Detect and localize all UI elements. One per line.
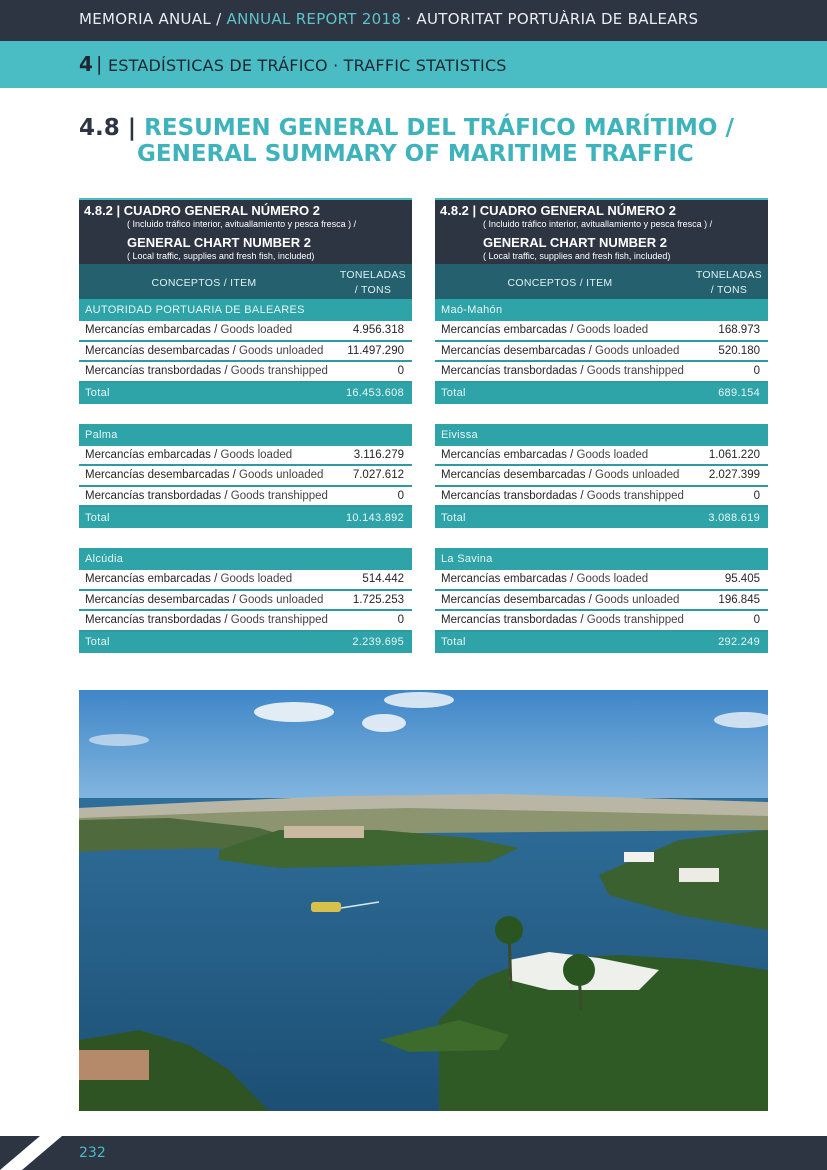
total-value: 3.088.619 bbox=[708, 511, 760, 524]
column-header-item: CONCEPTOS / ITEM bbox=[507, 277, 613, 289]
page-title bbox=[79, 115, 779, 167]
row-label bbox=[441, 573, 648, 585]
row-label-en: Goods unloaded bbox=[239, 344, 324, 357]
table-heading-en: GENERAL CHART NUMBER 2 bbox=[483, 235, 667, 250]
column-header-tons-es: TONELADAS bbox=[339, 269, 406, 281]
column-header-tons bbox=[696, 268, 762, 298]
row-label-es: Mercancías transbordadas / bbox=[85, 365, 231, 378]
row-value: 1.725.253 bbox=[352, 593, 404, 606]
title-number: 4.8 | bbox=[79, 115, 145, 141]
column-header-item: CONCEPTOS / ITEM bbox=[151, 277, 257, 289]
row-label bbox=[441, 614, 684, 626]
table-row bbox=[79, 591, 412, 612]
section-bar bbox=[0, 41, 827, 88]
port-group-header: La Savina bbox=[435, 548, 768, 570]
row-label-en: Goods transhipped bbox=[230, 614, 328, 627]
harbour-photo bbox=[79, 690, 768, 1111]
row-label-es: Mercancías embarcadas / bbox=[85, 324, 221, 337]
group-spacer bbox=[435, 528, 768, 548]
row-label-en: Goods unloaded bbox=[239, 469, 324, 482]
row-label bbox=[441, 469, 679, 481]
row-label bbox=[85, 449, 292, 461]
row-label-en: Goods unloaded bbox=[595, 469, 680, 482]
row-label bbox=[85, 345, 323, 357]
table-row bbox=[435, 466, 768, 487]
title-line-2: GENERAL SUMMARY OF MARITIME TRAFFIC bbox=[137, 141, 694, 167]
row-label-es: Mercancías embarcadas / bbox=[441, 448, 577, 461]
total-value: 16.453.608 bbox=[345, 387, 404, 399]
row-label bbox=[441, 594, 679, 606]
column-header-tons-en: / TONS bbox=[710, 284, 748, 296]
table-row bbox=[435, 591, 768, 612]
table-subheading-es: ( Incluido tráfico interior, avituallamiento y pesca fresca ) / bbox=[127, 219, 357, 229]
row-label bbox=[85, 594, 323, 606]
total-row bbox=[79, 507, 412, 528]
total-row bbox=[79, 632, 412, 653]
total-row bbox=[79, 383, 412, 404]
row-label-en: Goods loaded bbox=[576, 324, 649, 337]
row-label-es: Mercancías desembarcadas / bbox=[85, 469, 240, 482]
total-label: Total bbox=[85, 387, 110, 399]
row-label-es: Mercancías transbordadas / bbox=[441, 614, 587, 627]
table-row bbox=[79, 446, 412, 467]
total-label: Total bbox=[85, 636, 110, 648]
row-label-es: Mercancías embarcadas / bbox=[85, 448, 221, 461]
row-label-es: Mercancías transbordadas / bbox=[441, 365, 587, 378]
title-line-1: RESUMEN GENERAL DEL TRÁFICO MARÍTIMO / bbox=[144, 115, 734, 141]
header-sep: / bbox=[211, 10, 227, 28]
header-annual-report: ANNUAL REPORT 2018 bbox=[226, 10, 402, 28]
port-group-header: Eivissa bbox=[435, 424, 768, 446]
column-header-tons-es: TONELADAS bbox=[695, 269, 762, 281]
table-row bbox=[79, 342, 412, 363]
row-value: 4.956.318 bbox=[352, 324, 404, 337]
section-pipe: | bbox=[96, 53, 103, 75]
table-row bbox=[79, 362, 412, 383]
row-label-es: Mercancías embarcadas / bbox=[441, 324, 577, 337]
section-number: 4 bbox=[79, 52, 93, 76]
row-label-en: Goods transhipped bbox=[586, 614, 684, 627]
port-group-header: Palma bbox=[79, 424, 412, 446]
column-headers bbox=[435, 264, 768, 299]
row-value: 1.061.220 bbox=[708, 448, 760, 461]
column-header-tons bbox=[340, 268, 406, 298]
row-value: 514.442 bbox=[362, 573, 404, 586]
row-label-en: Goods transhipped bbox=[230, 489, 328, 502]
row-label-es: Mercancías desembarcadas / bbox=[441, 469, 596, 482]
row-value: 11.497.290 bbox=[347, 344, 404, 357]
table-heading-en: GENERAL CHART NUMBER 2 bbox=[127, 235, 311, 250]
table-row bbox=[435, 570, 768, 591]
total-value: 10.143.892 bbox=[345, 511, 404, 524]
row-value: 520.180 bbox=[718, 344, 760, 357]
row-value: 0 bbox=[397, 614, 404, 627]
row-label-es: Mercancías transbordadas / bbox=[85, 489, 231, 502]
row-value: 168.973 bbox=[718, 324, 760, 337]
table-heading-es: 4.8.2 | CUADRO GENERAL NÚMERO 2 bbox=[84, 203, 320, 218]
table-row bbox=[79, 570, 412, 591]
row-value: 95.405 bbox=[724, 573, 760, 586]
row-value: 3.116.279 bbox=[353, 448, 404, 461]
total-value: 689.154 bbox=[718, 387, 760, 399]
traffic-table-right bbox=[435, 198, 768, 653]
port-group-header: AUTORIDAD PORTUARIA DE BALEARES bbox=[79, 299, 412, 321]
group-spacer bbox=[79, 528, 412, 548]
row-label bbox=[441, 345, 679, 357]
table-heading-es: 4.8.2 | CUADRO GENERAL NÚMERO 2 bbox=[440, 203, 676, 218]
table-subheading-en: ( Local traffic, supplies and fresh fish, included) bbox=[127, 251, 315, 261]
row-label-es: Mercancías desembarcadas / bbox=[441, 593, 596, 606]
table-row bbox=[435, 611, 768, 632]
footer-stripe-decoration bbox=[0, 1136, 70, 1170]
row-value: 0 bbox=[753, 365, 760, 378]
row-label bbox=[85, 490, 328, 502]
row-value: 0 bbox=[753, 614, 760, 627]
column-header-tons-en: / TONS bbox=[354, 284, 392, 296]
total-label: Total bbox=[85, 511, 110, 524]
row-label-es: Mercancías transbordadas / bbox=[85, 614, 231, 627]
table-heading bbox=[79, 198, 412, 264]
row-label-en: Goods unloaded bbox=[595, 344, 680, 357]
row-label-es: Mercancías desembarcadas / bbox=[85, 593, 240, 606]
header-sep: · bbox=[401, 10, 417, 28]
row-value: 2.027.399 bbox=[708, 469, 760, 482]
row-label-es: Mercancías embarcadas / bbox=[85, 573, 221, 586]
harbour-illustration bbox=[79, 690, 768, 1111]
row-value: 0 bbox=[397, 489, 404, 502]
table-row bbox=[435, 446, 768, 467]
row-label-en: Goods loaded bbox=[576, 573, 649, 586]
row-label-en: Goods transhipped bbox=[230, 365, 328, 378]
table-row bbox=[79, 321, 412, 342]
row-value: 0 bbox=[753, 489, 760, 502]
table-row bbox=[435, 362, 768, 383]
row-label bbox=[85, 469, 323, 481]
row-value: 196.845 bbox=[718, 593, 760, 606]
total-row bbox=[435, 383, 768, 404]
row-label bbox=[441, 324, 648, 336]
row-label bbox=[441, 365, 684, 377]
row-value: 0 bbox=[397, 365, 404, 378]
table-subheading-es: ( Incluido tráfico interior, avituallamiento y pesca fresca ) / bbox=[483, 219, 713, 229]
row-label-en: Goods loaded bbox=[220, 324, 293, 337]
row-label bbox=[441, 490, 684, 502]
traffic-table-left bbox=[79, 198, 412, 653]
header-memoria: MEMORIA ANUAL bbox=[79, 10, 212, 28]
total-label: Total bbox=[441, 387, 466, 399]
port-group-header: Alcúdia bbox=[79, 548, 412, 570]
port-group-header: Maó-Mahón bbox=[435, 299, 768, 321]
row-label-es: Mercancías transbordadas / bbox=[441, 489, 587, 502]
row-label bbox=[85, 573, 292, 585]
row-label-en: Goods loaded bbox=[220, 573, 293, 586]
row-label-en: Goods unloaded bbox=[239, 593, 324, 606]
row-label-en: Goods unloaded bbox=[595, 593, 680, 606]
total-label: Total bbox=[441, 511, 466, 524]
total-row bbox=[435, 632, 768, 653]
header-authority: AUTORITAT PORTUÀRIA DE BALEARS bbox=[416, 10, 699, 28]
row-label bbox=[85, 324, 292, 336]
total-value: 2.239.695 bbox=[352, 636, 404, 648]
row-label-en: Goods transhipped bbox=[586, 489, 684, 502]
page-number: 232 bbox=[79, 1145, 106, 1161]
table-row bbox=[435, 342, 768, 363]
table-heading bbox=[435, 198, 768, 264]
row-label bbox=[85, 614, 328, 626]
total-label: Total bbox=[441, 636, 466, 648]
table-subheading-en: ( Local traffic, supplies and fresh fish, included) bbox=[483, 251, 671, 261]
running-header bbox=[0, 0, 827, 41]
total-value: 292.249 bbox=[718, 636, 760, 648]
group-spacer bbox=[79, 404, 412, 424]
row-label-es: Mercancías desembarcadas / bbox=[441, 344, 596, 357]
table-row bbox=[79, 611, 412, 632]
table-row bbox=[79, 466, 412, 487]
table-row bbox=[79, 487, 412, 508]
table-row bbox=[435, 487, 768, 508]
total-row bbox=[435, 507, 768, 528]
row-label-es: Mercancías desembarcadas / bbox=[85, 344, 240, 357]
column-headers bbox=[79, 264, 412, 299]
row-label bbox=[441, 449, 648, 461]
table-row bbox=[435, 321, 768, 342]
row-label bbox=[85, 365, 328, 377]
section-label: ESTADÍSTICAS DE TRÁFICO · TRAFFIC STATISTICS bbox=[108, 56, 507, 75]
row-label-en: Goods loaded bbox=[576, 448, 649, 461]
row-label-en: Goods loaded bbox=[220, 448, 293, 461]
row-label-es: Mercancías embarcadas / bbox=[441, 573, 577, 586]
group-spacer bbox=[435, 404, 768, 424]
row-value: 7.027.612 bbox=[352, 469, 404, 482]
row-label-en: Goods transhipped bbox=[586, 365, 684, 378]
page-footer bbox=[0, 1136, 827, 1170]
running-header-text bbox=[79, 10, 698, 28]
